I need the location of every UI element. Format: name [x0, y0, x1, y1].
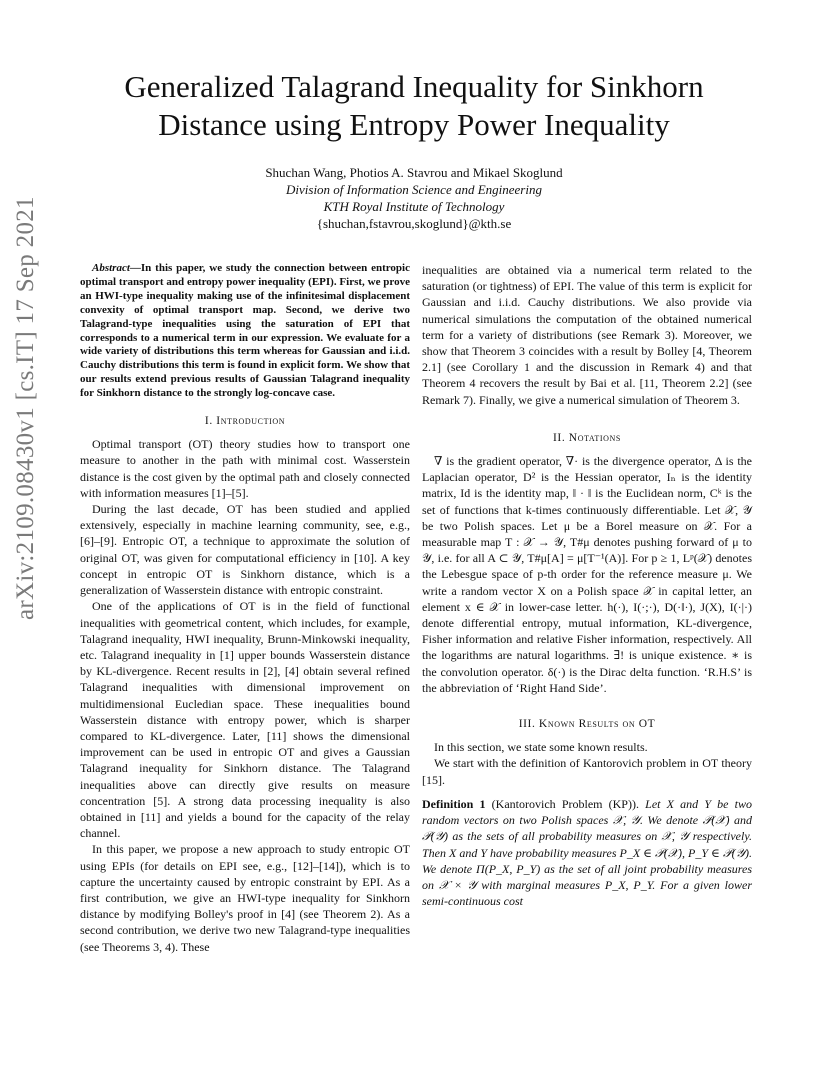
intro-paragraph-4: In this paper, we propose a new approach to study entropic OT using EPIs (for details on EPI see, e.g., [12]–[14]), which is to capture the uncertainty caused by entropic constraint by EPI. As a first contribution, we give an HWI-type inequality for Sinkhorn distance by modifying Bolley's proof in [4] (see Theorem 2). As a second contribution, we derive two new Talagrand-type inequalities (see Theorems 3, 4). These [80, 842, 410, 954]
definition-1 [422, 796, 752, 909]
author-division: Division of Information Science and Engineering [286, 182, 542, 197]
section-heading-known-results: III. Known Results on OT [518, 718, 656, 731]
definition-text: Let X and Y be two random vectors on two Polish spaces 𝒳, 𝒴. We denote 𝒫(𝒳) and 𝒫(𝒴) as the sets of all probability measures on 𝒳, 𝒴 respectively. Then X and Y have probability measures P_X ∈ 𝒫(𝒳), P_Y ∈ 𝒫(𝒴). We denote Π(P_X, P_Y) as the set of all joint probability measures on 𝒳 × 𝒴 with marginal measures P_X, P_Y. For a given lower semi-continuous cost [422, 796, 752, 909]
author-block [100, 164, 728, 232]
author-names: Shuchan Wang, Photios A. Stavrou and Mikael Skoglund [265, 165, 563, 180]
paper-title [60, 68, 768, 144]
known-paragraph-2: We start with the definition of Kantorovich problem in OT theory [15]. [422, 756, 752, 787]
section-heading-introduction: I. Introduction [204, 415, 286, 428]
intro-paragraph-2: During the last decade, OT has been studied and applied extensively, especially in machine learning community, see, e.g., [6]–[9]. Entropic OT, a technique to approximate the solution of original OT, was given for computational efficiency in [10]. A key concept in entropic OT is Sinkhorn distance, which is a generalization of Wasserstein distance with entropic constraint. [80, 502, 410, 598]
section-heading-notations: II. Notations [553, 431, 621, 444]
author-email: {shuchan,fstavrou,skoglund}@kth.se [316, 216, 512, 231]
definition-name: (Kantorovich Problem (KP)). [491, 796, 639, 811]
known-paragraph-1: In this section, we state some known results. [434, 740, 648, 755]
arxiv-identifier: arXiv:2109.08430v1 [cs.IT] 17 Sep 2021 [12, 196, 39, 620]
abstract-label: Abstract [92, 262, 130, 274]
left-column [80, 262, 410, 955]
right-column [422, 262, 752, 909]
title-line-2: Distance using Entropy Power Inequality [158, 107, 670, 142]
intro-continuation: inequalities are obtained via a numerical term related to the saturation (or tightness) of EPI. The value of this term is explicit for Gaussian and i.i.d. Cauchy distributions. We also provide via numerical simulations the computation of the obtained numerical term for a variety of distributions (see Remark 3). Moreover, we show that Theorem 3 coincides with a result by Bolley [4, Theorem 2.1] (see Corollary 1 and the discussion in Remark 4) and that Theorem 4 recovers the result by Bai et al. [11, Theorem 2.2] (see Remark 7). Finally, we give a numerical simulation of Theorem 3. [422, 263, 752, 407]
notations-paragraph: ∇ is the gradient operator, ∇· is the divergence operator, Δ is the Laplacian operator, D² is the Hessian operator, Iₙ is the identity matrix, Id is the identity map, ‖ · ‖ is the Euclidean norm, Cᵏ is the set of functions that k-times continuously differentiable. Let 𝒳, 𝒴 be two Polish spaces. Let μ be a Borel measure on 𝒳. For a measurable map T : 𝒳 → 𝒴, T#μ denotes pushing forward of μ to 𝒴, i.e. for all A ⊂ 𝒴, T#μ[A] = μ[T⁻¹(A)]. For p ≥ 1, Lᵖ(𝒳) denotes the Lebesgue space of p-th order for the reference measure μ. We write a random vector X on a Polish space 𝒳 in capital letter, an element x ∈ 𝒳 in lower-case letter. h(·), I(·;·), D(·‖·), J(X), I(·|·) denote differential entropy, mutual information, KL-divergence, Fisher information and relative Fisher information, respectively. All the logarithms are natural logarithms. ∃! is unique existence. ∗ is the convolution operator. δ(·) is the Dirac delta function. ‘R.H.S’ is the abbreviation of ‘Right Hand Side’. [422, 454, 752, 695]
abstract [80, 262, 410, 401]
intro-paragraph-1: Optimal transport (OT) theory studies how to transport one measure to another in the path with minimal cost. Wasserstein distance is the cost given by the optimal path and closely connected with information measures [1]–[5]. [80, 437, 410, 500]
abstract-text: —In this paper, we study the connection between entropic optimal transport and entropy power inequality (EPI). First, we prove an HWI-type inequality making use of the infinitesimal displacement convexity of optimal transport map. Second, we derive two Talagrand-type inequalities using the saturation of EPI that corresponds to a numerical term in our expression. We evaluate for a wide variety of distributions this term whereas for Gaussian and i.i.d. Cauchy distributions this term is found in explicit form. We show that our results extend previous results of Gaussian Talagrand inequality for Sinkhorn distance to the strongly log-concave case. [80, 262, 410, 400]
definition-label: Definition 1 [422, 796, 486, 811]
author-institute: KTH Royal Institute of Technology [323, 199, 505, 214]
intro-paragraph-3: One of the applications of OT is in the field of functional inequalities with geometrical content, which includes, for example, Talagrand inequality, HWI inequality, Brunn-Minkowski inequality, etc. Talagrand inequality in [1] upper bounds Wasserstein distance by KL-divergence. Recent results in [2], [4] obtain several refined Talagrand inequalities with dimensional improvement on multidimensional Eucledian space. These inequalities bound Wasserstein distance with entropy power, which is sharper compared to KL-divergence. Later, [11] shows the dimensional improvement can be used in entropic OT and gives a Gaussian Talagrand inequality for Sinkhorn distance. The Talagrand inequalities above can directly give results on measure concentration [5]. A strong data processing inequality is also obtained in [11] and yields a bound for the capacity of the relay channel. [80, 599, 410, 841]
title-line-1: Generalized Talagrand Inequality for Sinkhorn [124, 69, 704, 104]
